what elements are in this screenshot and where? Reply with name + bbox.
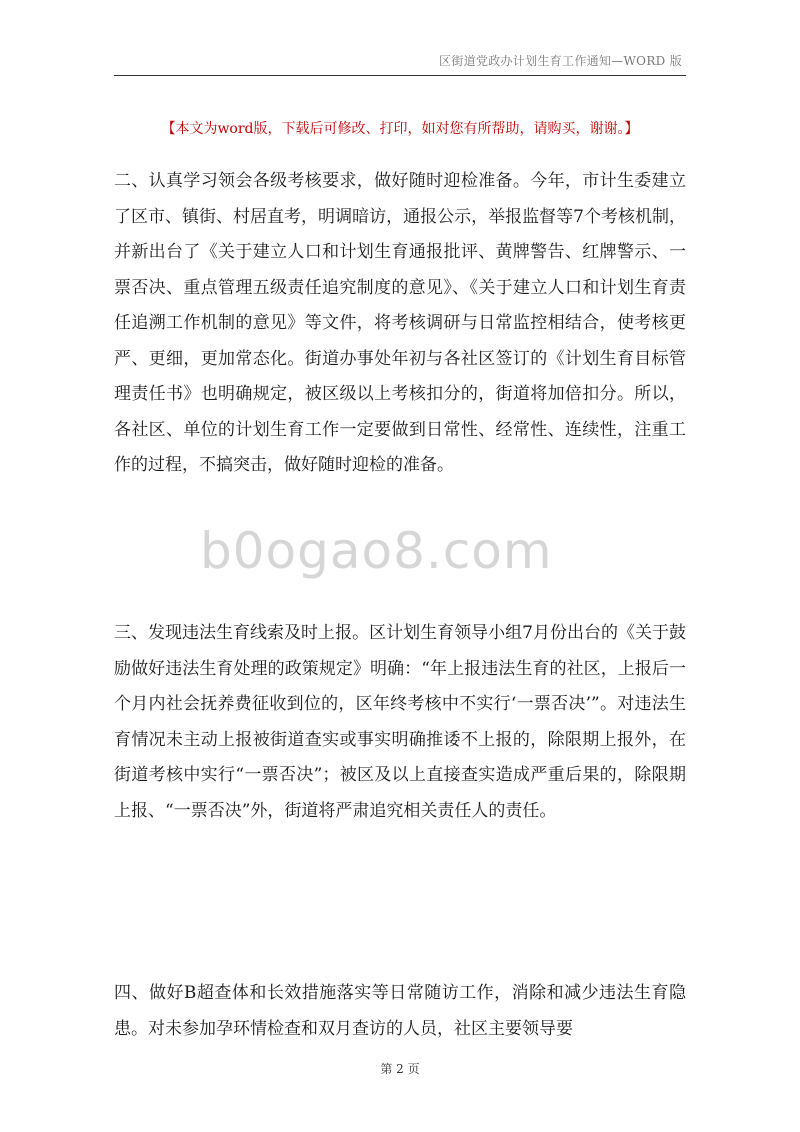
purchase-notice: 【本文为word版，下载后可修改、打印，如对您有所帮助，请购买，谢谢。】 bbox=[161, 121, 639, 137]
document-header-title: 区街道党政办计划生育工作通知—WORD 版 bbox=[439, 54, 682, 68]
paragraph-section-4: 四、做好B超查体和长效措施落实等日常随访工作，消除和减少违法生育隐患。对未参加孕环情检查和双月查访的人员，社区主要领导要 bbox=[114, 983, 686, 1039]
paragraph-section-3: 三、发现违法生育线索及时上报。区计划生育领导小组7月份出台的《关于鼓励做好违法生育处理的政策规定》明确：“年上报违法生育的社区，上报后一个月内社会抚养费征收到位的，区年终考核中不实行‘一票否决’”。对违法生育情况未主动上报被街道查实或事实明确推诿不上报的，除限期上报外，在街道考核中实行“一票否决”；被区及以上直接查实造成严重后果的，除限期上报、“一票否决”外，街道将严肃追究相关责任人的责任。 bbox=[114, 623, 686, 821]
watermark: b0ogao8.com bbox=[200, 522, 553, 580]
page-number: 第 2 页 bbox=[380, 1062, 420, 1076]
paragraph-section-2: 二、认真学习领会各级考核要求，做好随时迎检准备。今年，市计生委建立了区市、镇街、村居直考，明调暗访，通报公示，举报监督等7个考核机制，并新出台了《关于建立人口和计划生育通报批评、黄牌警告、红牌警示、一票否决、重点管理五级责任追究制度的意见》、《关于建立人口和计划生育责任追溯工作机制的意见》等文件，将考核调研与日常监控相结合，使考核更严、更细，更加常态化。街道办事处年初与各社区签订的《计划生育目标管理责任书》也明确规定，被区级以上考核扣分的，街道将加倍扣分。所以，各社区、单位的计划生育工作一定要做到日常性、经常性、连续性，注重工作的过程，不搞突击，做好随时迎检的准备。 bbox=[114, 171, 686, 475]
header-divider bbox=[114, 75, 686, 76]
